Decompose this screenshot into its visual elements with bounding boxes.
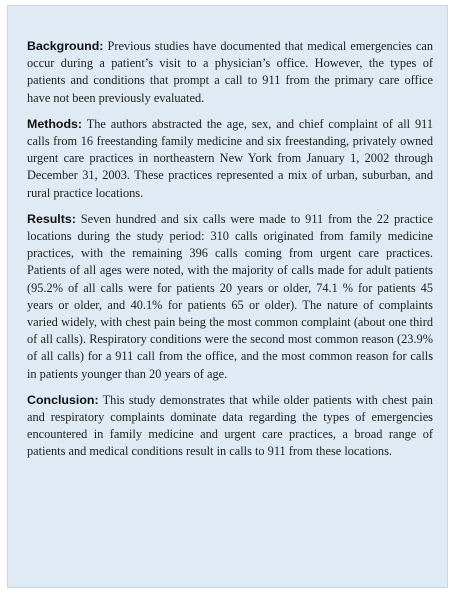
background-heading: Background: — [27, 39, 104, 53]
abstract-box — [7, 5, 448, 588]
results-text: Seven hundred and six calls were made to 911 from the 22 practice locations during the study period: 310 calls originated from family medicine practices, with the remaining 396 calls coming from urgent care practices. Patients of all ages were noted, with the majority of calls made for adult patients (95.2% of all calls were for patients 20 years or older, 74.1 % for patients 45 years or older, and 40.1% for patients 65 or older). The nature of complaints varied widely, with chest pain being the most common complaint (about one third of all calls). Respiratory conditions were the second most common reason (23.9% of all calls) for a 911 call from the office, and the most common reason for calls in patients younger than 20 years of age. — [27, 211, 434, 381]
conclusion-text: This study demonstrates that while older patients with chest pain and respiratory complaints dominate data regarding the types of emergencies encountered in family medicine and urgent care practices, a broad range of patients and medical conditions result in calls to 911 from these locations. — [27, 392, 433, 459]
background-text: Previous studies have documented that medical emergencies can occur during a patient’s visit to a physician’s office. However, the types of patients and conditions that prompt a call to 911 from the primary care office have not been previously evaluated. — [27, 39, 434, 105]
background-section — [27, 38, 433, 107]
methods-text: The authors abstracted the age, sex, and chief complaint of all 911 calls from 16 freestanding family medicine and six freestanding, privately owned urgent care practices in northeastern New York from January 1, 2002 through December 31, 2003. These practices represented a mix of urban, suburban, and rural practice locations. — [27, 116, 433, 200]
methods-section — [27, 116, 433, 202]
methods-heading: Methods: — [27, 116, 83, 131]
results-heading: Results: — [27, 211, 76, 226]
conclusion-section — [27, 392, 433, 461]
results-section — [27, 211, 433, 383]
conclusion-heading: Conclusion: — [27, 392, 99, 407]
